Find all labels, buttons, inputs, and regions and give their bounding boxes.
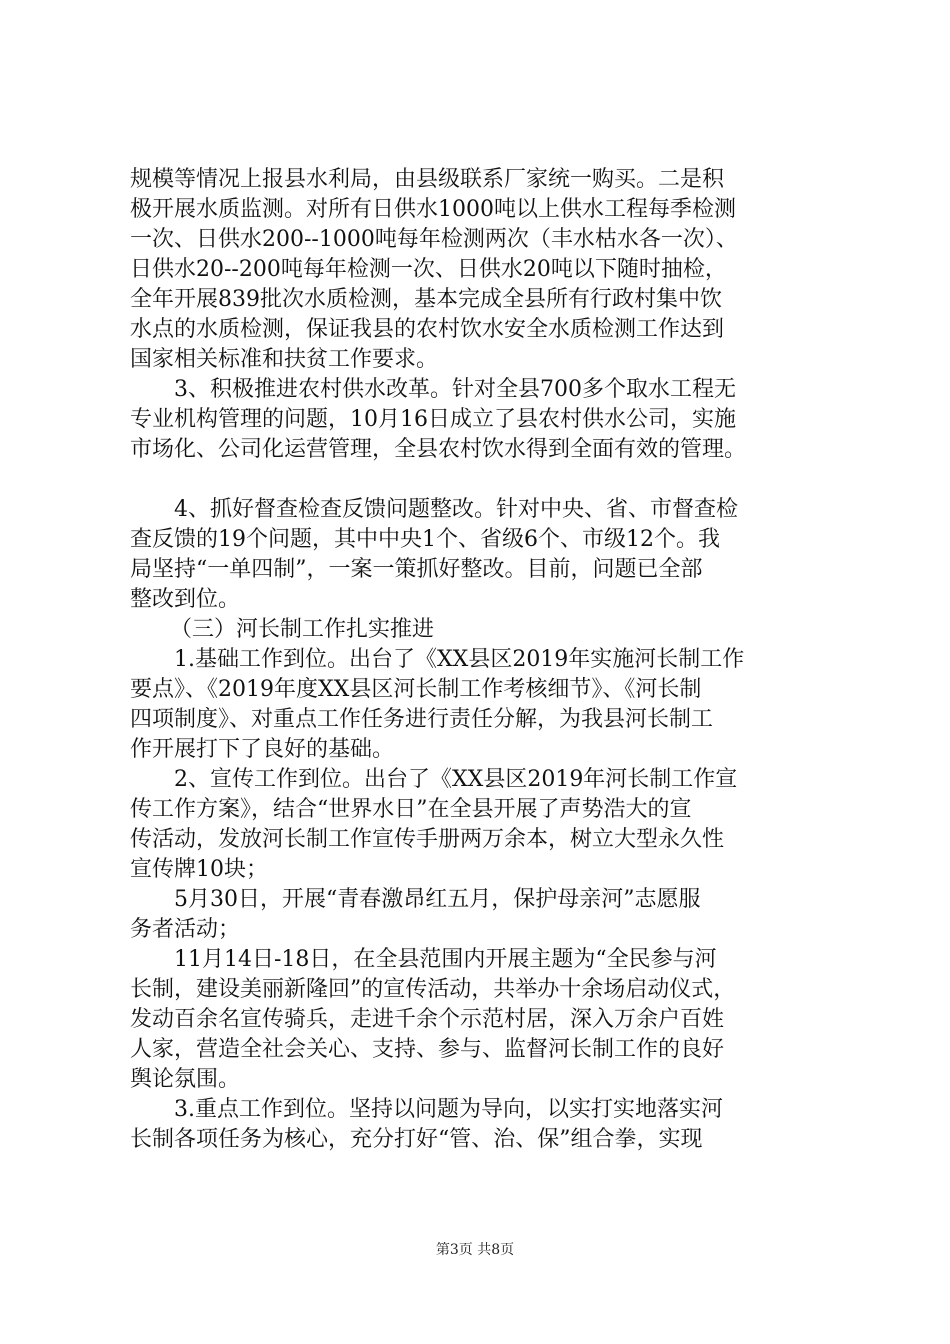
text-line: 发动百余名宣传骑兵，走进千余个示范村居，深入万余户百姓 [130,1007,725,1032]
text-line: 整改到位。 [130,587,241,612]
text-line: 规模等情况上报县水利局，由县级联系厂家统一购买。二是积 [130,167,725,192]
text-line: 一次、日供水200--1000吨每年检测两次（丰水枯水各一次）、 [130,227,738,252]
paragraph-start-line: 5月30日，开展“青春激昂红五月，保护母亲河”志愿服 [174,887,701,912]
paragraph-gap [130,465,835,495]
section-heading: （三）河长制工作扎实推进 [170,617,435,642]
text-line: 查反馈的19个问题，其中中央1个、省级6个、市级12个。我 [130,527,720,552]
text-line: 四项制度》、对重点工作任务进行责任分解，为我县河长制工 [130,707,714,732]
paragraph-start-line: 3.重点工作到位。坚持以问题为导向，以实打实地落实河 [174,1097,723,1122]
text-line: 国家相关标准和扶贫工作要求。 [130,347,439,372]
text-line: 作开展打下了良好的基础。 [130,737,395,762]
paragraph-start-line: 11月14日-18日，在全县范围内开展主题为“全民参与河 [174,947,717,972]
text-line: 传工作方案》，结合“世界水日”在全县开展了声势浩大的宣 [130,797,692,822]
text-line: 水点的水质检测，保证我县的农村饮水安全水质检测工作达到 [130,317,725,342]
page-number-label: 第3页 共8页 [435,1242,515,1258]
text-line: 日供水20--200吨每年检测一次、日供水20吨以下随时抽检， [130,257,727,282]
text-line: 专业机构管理的问题，10月16日成立了县农村供水公司，实施 [130,407,736,432]
text-line: 长制，建设美丽新隆回”的宣传活动，共举办十余场启动仪式， [130,977,736,1002]
text-line: 市场化、公司化运营管理，全县农村饮水得到全面有效的管理。 [130,437,747,462]
page-footer [0,1240,950,1260]
text-line: 局坚持“一单四制”，一案一策抓好整改。目前，问题已全部 [130,557,703,582]
document-body [130,165,835,1155]
paragraph-start-line: 4、抓好督查检查反馈问题整改。针对中央、省、市督查检 [174,497,738,522]
text-line: 传活动，发放河长制工作宣传手册两万余本，树立大型永久性 [130,827,725,852]
text-line: 务者活动； [130,917,241,942]
paragraph-start-line: 3、积极推进农村供水改革。针对全县700多个取水工程无 [174,377,736,402]
text-line: 要点》、《2019年度XX县区河长制工作考核细节》、《河长制 [130,677,702,702]
text-line: 全年开展839批次水质检测，基本完成全县所有行政村集中饮 [130,287,722,312]
paragraph-start-line: 1.基础工作到位。出台了《XX县区2019年实施河长制工作 [174,647,745,672]
text-line: 舆论氛围。 [130,1067,241,1092]
text-line: 长制各项任务为核心，充分打好“管、治、保”组合拳，实现 [130,1127,703,1152]
text-line: 极开展水质监测。对所有日供水1000吨以上供水工程每季检测 [130,197,736,222]
text-line: 宣传牌10块； [130,857,268,882]
paragraph-start-line: 2、宣传工作到位。出台了《XX县区2019年河长制工作宣 [174,767,738,792]
text-line: 人家，营造全社会关心、支持、参与、监督河长制工作的良好 [130,1037,725,1062]
